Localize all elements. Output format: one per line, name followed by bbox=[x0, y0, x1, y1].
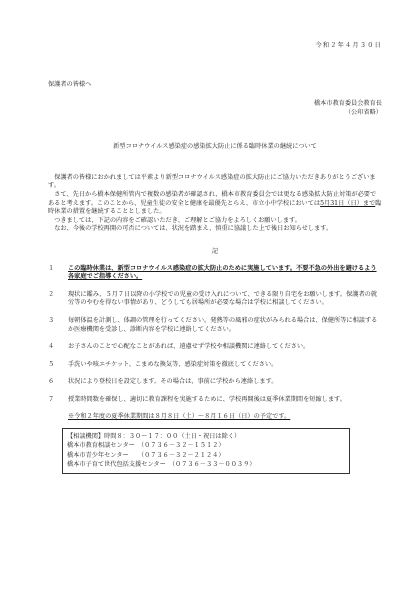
sender-org: 橋本市教育委員会教育長 bbox=[313, 100, 382, 108]
item-number: ５ bbox=[48, 360, 55, 368]
item-text: この臨時休業は、新型コロナウイルス感染症の拡大防止のために実施しています。不要不急の外出を避けるよう各家庭でご指導ください。 bbox=[68, 264, 377, 281]
addressee: 保護者の皆様へ bbox=[48, 80, 92, 88]
item-number: ４ bbox=[48, 343, 55, 351]
item-number: １ bbox=[48, 264, 55, 272]
item-number: ３ bbox=[48, 316, 55, 324]
list-item bbox=[48, 378, 382, 387]
item-text: 毎朝体温を計測し、体調の管理を行ってください。発熱等の風邪の症状がみられる場合は、保健所等に相談するか医療機関を受診し、診断内容を学校に連絡してください。 bbox=[68, 316, 378, 333]
contact-youth-center: 橋本市青少年センター （０７３６－３２－２１２４） bbox=[67, 451, 225, 459]
item-list bbox=[48, 265, 382, 405]
body-paragraph-3: つきましては、下記の内容をご確認いただき、ご理解とご協力をよろしくお願いします。 bbox=[54, 216, 301, 224]
body-paragraph-4: なお、今後の学校再開の可否については、状況を踏まえ、慎重に協議した上で後日お知らせします。 bbox=[54, 225, 333, 233]
list-item bbox=[48, 396, 382, 405]
contact-box bbox=[62, 428, 350, 474]
item-text: 手洗いや咳エチケット、こまめな換気等、感染症対策を徹底してください。 bbox=[68, 360, 278, 368]
summer-break-note: ※令和２年度の夏季休業期間は８月８日（土）～８月１６日（日）の予定です。 bbox=[68, 413, 291, 421]
item-number: ７ bbox=[48, 395, 55, 403]
body-paragraph-1: 保護者の皆様におかれましては平素より新型コロナウイルス感染症の拡大防止にご協力いただきありがとうございます。 bbox=[48, 173, 376, 190]
item-text: 現状に鑑み、５月７日以降の小学校での児童の受け入れについて、できる限り自宅をお願いします。保護者の就労等のやむを得ない事情があり、どうしても居場所が必要な場合は学校に相談してください。 bbox=[68, 290, 377, 307]
ki-heading: 記 bbox=[211, 247, 219, 255]
closure-end-date: 5月31日（日）まで bbox=[320, 199, 376, 207]
item-text: 状況により登校日を設定します。その場合は、事前に学校から連絡します。 bbox=[68, 378, 278, 386]
item-number: ６ bbox=[48, 378, 55, 386]
body-paragraph-2: さて、先日から橋本保健所管内で複数の感染者が確認され、橋本市教育委員会では更なる感染拡大防止対策が必要であると考えます。このことから、児童生徒の安全と健康を最優先とらえ、市立小中学校においては5月31日（日）まで臨時休業の措置を継続することとしました。 bbox=[48, 190, 382, 216]
contact-education-center: 橋本市教育相談センター （０７３６－３２－１５１２） bbox=[67, 442, 225, 450]
contact-childcare-center: 橋本市子育て世代包括支援センター （０７３６－３３－００３９） bbox=[67, 461, 256, 469]
list-item bbox=[48, 343, 382, 352]
subject-title: 新型コロナウイルス感染症の感染拡大防止に係る臨時休業の継続について bbox=[113, 143, 317, 151]
date: 令和２年４月３０日 bbox=[315, 42, 382, 49]
sender-note: （公印省略） bbox=[344, 109, 382, 117]
body-text bbox=[48, 174, 382, 234]
list-item bbox=[48, 361, 382, 370]
item-text: 授業時間数を確保し、適切に教育課程を実施するために、学校再開後は夏季休業期間を短縮します。 bbox=[68, 395, 346, 403]
sender-block bbox=[48, 99, 382, 117]
item-text: お子さんのことで心配なことがあれば、遠慮せず学校や相談機関に連絡してください。 bbox=[68, 343, 310, 351]
list-item bbox=[48, 265, 382, 282]
contact-hours: 【相談機関】時間８：３０～１７：００（土日・祝日は除く） bbox=[67, 433, 241, 441]
list-item bbox=[48, 291, 382, 308]
list-item bbox=[48, 317, 382, 334]
item-number: ２ bbox=[48, 290, 55, 298]
